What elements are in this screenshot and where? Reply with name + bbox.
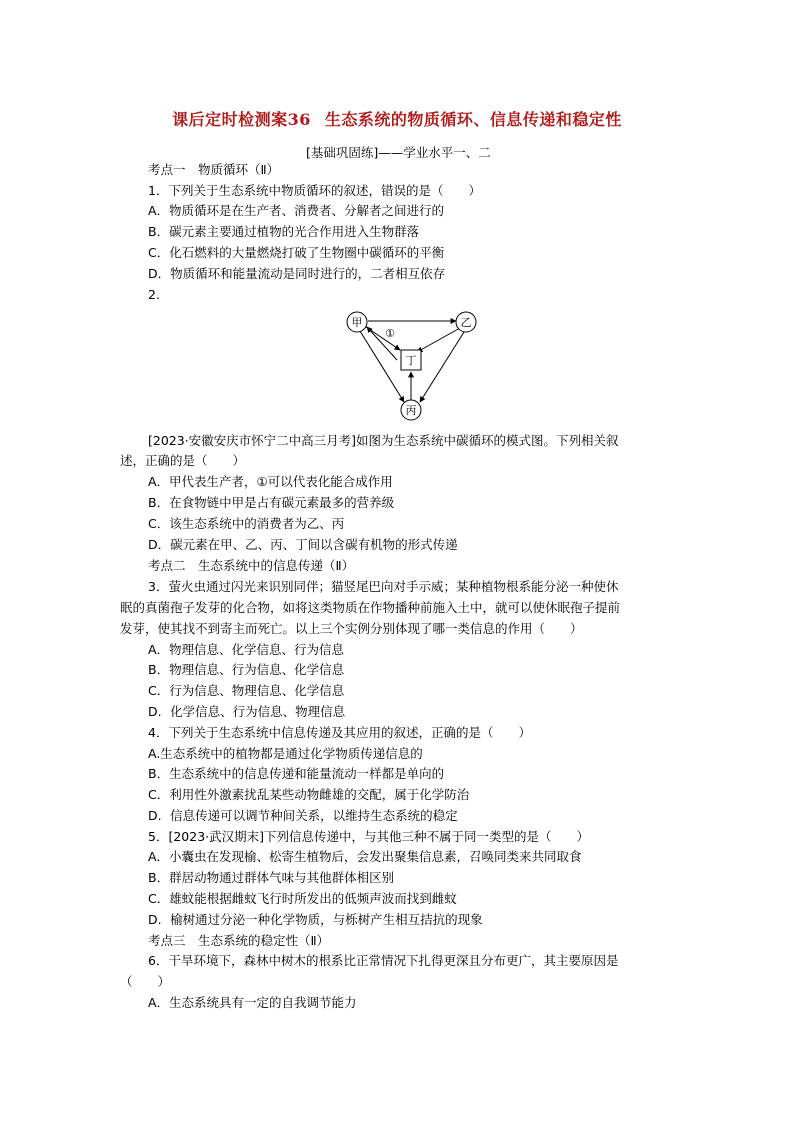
question-3-option-b: B．物理信息、行为信息、化学信息	[148, 662, 345, 677]
node-bing-label: 丙	[405, 404, 417, 417]
question-2-option-d: D．碳元素在甲、乙、丙、丁间以含碳有机物的形式传递	[148, 537, 458, 552]
question-2-stem-line2: 述，正确的是（ ）	[120, 453, 246, 468]
question-1-option-b: B．碳元素主要通过植物的光合作用进入生物群落	[148, 224, 420, 239]
question-5-option-c: C．雄蚊能根据雌蚊飞行时所发出的低频声波而找到雌蚊	[148, 891, 457, 906]
node-ding-label: 丁	[405, 354, 417, 367]
arrow-label-1: ①	[385, 327, 395, 340]
question-2-number: 2.	[148, 287, 160, 302]
question-2-option-a: A．甲代表生产者，①可以代表化能合成作用	[148, 474, 393, 489]
carbon-cycle-diagram	[340, 308, 490, 426]
title-topic: 生态系统的物质循环、信息传递和稳定性	[324, 110, 622, 129]
question-6-stem-line2: （ ）	[120, 974, 171, 989]
question-4-option-b: B．生态系统中的信息传递和能量流动一样都是单向的	[148, 766, 445, 781]
question-6-stem-line1: 6．干旱环境下，森林中树木的根系比正常情况下扎得更深且分布更广，其主要原因是	[148, 953, 619, 968]
node-jia-label: 甲	[351, 316, 363, 329]
question-1-option-c: C．化石燃料的大量燃烧打破了生物圈中碳循环的平衡	[148, 245, 445, 260]
arrow-jia-to-bing	[360, 331, 404, 402]
question-2-option-c: C．该生态系统中的消费者为乙、丙	[148, 516, 345, 531]
node-yi-label: 乙	[460, 316, 472, 329]
question-4-stem: 4．下列关于生态系统中信息传递及其应用的叙述，正确的是（ ）	[148, 725, 531, 740]
question-5-option-b: B．群居动物通过群体气味与其他群体相区别	[148, 870, 395, 885]
question-1-option-a: A．物质循环是在生产者、消费者、分解者之间进行的	[148, 203, 445, 218]
subtitle: [基础巩固练]——学业水平一、二	[306, 145, 491, 160]
question-3-option-a: A．物理信息、化学信息、行为信息	[148, 642, 345, 657]
question-3-stem-line2: 眠的真菌孢子发芽的化合物，如将这类物质在作物播种前施入土中，就可以使休眠孢子提前	[120, 600, 621, 615]
question-5-option-d: D．榆树通过分泌一种化学物质，与栎树产生相互拮抗的现象	[148, 912, 483, 927]
question-3-option-c: C．行为信息、物理信息、化学信息	[148, 683, 345, 698]
question-6-option-a: A．生态系统具有一定的自我调节能力	[148, 995, 357, 1010]
question-1-option-d: D．物质循环和能量流动是同时进行的，二者相互依存	[148, 266, 446, 281]
question-2-option-b: B．在食物链中甲是占有碳元素最多的营养级	[148, 495, 395, 510]
question-5-stem: 5．[2023·武汉期末]下列信息传递中，与其他三种不属于同一类型的是（ ）	[148, 829, 589, 844]
section-heading-3: 考点三 生态系统的稳定性（Ⅱ）	[148, 933, 330, 948]
section-heading-2: 考点二 生态系统中的信息传递（Ⅱ）	[148, 558, 355, 573]
question-4-option-a: A.生态系统中的植物都是通过化学物质传递信息的	[148, 746, 423, 761]
question-5-option-a: A．小囊虫在发现榆、松寄生植物后，会发出聚集信息素，召唤同类来共同取食	[148, 849, 582, 864]
question-3-stem-line3: 发芽，使其找不到寄主而死亡。以上三个实例分别体现了哪一类信息的作用（ ）	[120, 621, 583, 636]
question-3-option-d: D．化学信息、行为信息、物理信息	[148, 704, 346, 719]
question-3-stem-line1: 3．萤火虫通过闪光来识别同伴；猫竖尾巴向对手示威；某种植物根系能分泌一种使休	[148, 579, 619, 594]
section-heading-1: 考点一 物质循环（Ⅱ）	[148, 162, 280, 177]
arrow-yi-to-bing	[420, 332, 464, 402]
title-number: 课后定时检测案36	[172, 110, 311, 129]
page-title	[0, 107, 794, 130]
question-1-stem: 1．下列关于生态系统中物质循环的叙述，错误的是（ ）	[148, 183, 481, 198]
question-4-option-d: D．信息传递可以调节种间关系，以维持生态系统的稳定	[148, 808, 458, 823]
question-4-option-c: C．利用性外激素扰乱某些动物雌雄的交配，属于化学防治	[148, 787, 470, 802]
question-2-stem-line1: [2023·安徽安庆市怀宁二中高三月考]如图为生态系统中碳循环的模式图。下列相关叙	[148, 433, 619, 448]
